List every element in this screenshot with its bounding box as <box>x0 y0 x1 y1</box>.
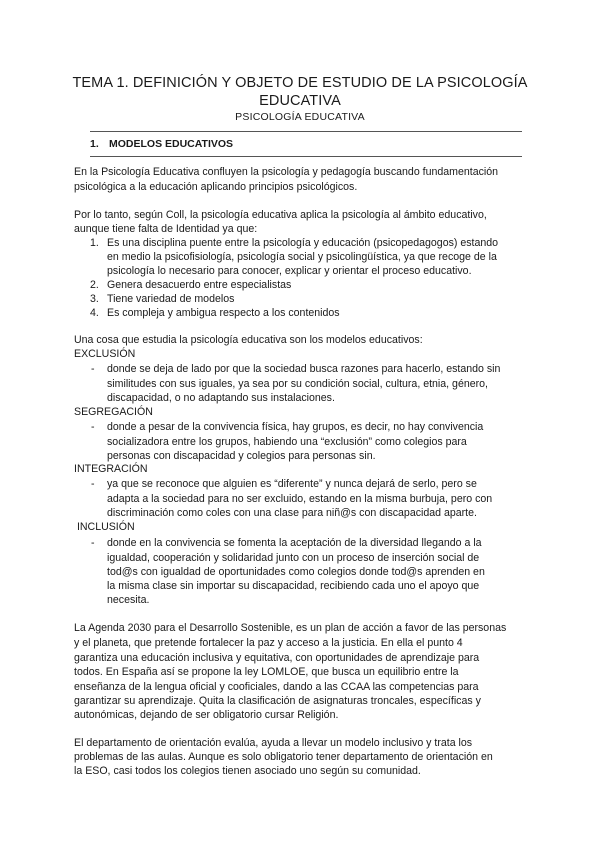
model-line: socializadora entre los grupos, habiendo una “exclusión” como colegios para <box>107 436 467 448</box>
agenda-line: y el planeta, que pretende fortalecer la paz y acceso a la justicia. En ella el punto 4 <box>74 637 463 649</box>
model-line: tod@s con igualdad de oportunidades como colegios donde tod@s aprenden en <box>107 566 485 578</box>
list-item-line: Es una disciplina puente entre la psicología y educación (psicopedagogos) estando <box>107 237 499 249</box>
model-line: igualdad, cooperación y solidaridad junto con un proceso de inserción social de <box>107 552 480 564</box>
agenda-line: enseñanza de la lengua oficial y cooficiales, dando a las CCAA las competencias para <box>74 681 479 693</box>
section-title: MODELOS EDUCATIVOS <box>109 138 234 150</box>
models-intro: Una cosa que estudia la psicología educativa son los modelos educativos: <box>74 334 423 346</box>
dash-bullet: - <box>91 537 95 549</box>
model-line: discriminación como coles con una clase para niñ@s con discapacidad aparte. <box>107 507 477 519</box>
coll-line: aunque tiene falta de Identidad ya que: <box>74 223 258 235</box>
model-line: similitudes con sus iguales, ya sea por su condición social, cultura, etnia, género, <box>107 378 488 390</box>
model-line: donde a pesar de la convivencia física, hay grupos, es decir, no hay convivencia <box>107 421 484 433</box>
list-item-line: en medio la psicofisiología, psicología social y psicolingüística, ya que recoge de la <box>107 251 497 263</box>
agenda-line: autonómicas, dejando de ser obligatorio cursar Religión. <box>74 709 339 721</box>
model-line: personas con discapacidad y colegios para personas sin. <box>107 450 376 462</box>
model-line: necesita. <box>107 594 150 606</box>
list-number: 3. <box>90 293 99 305</box>
orientacion-line: la ESO, casi todos los colegios tienen asociado uno según su comunidad. <box>74 765 421 777</box>
agenda-line: garantiza una educación inclusiva y equitativa, con oportunidades de aprendizaje para <box>74 652 480 664</box>
model-line: donde se deja de lado por que la sociedad busca razones para hacerlo, estando sin <box>107 363 501 375</box>
model-line: adapta a la sociedad para no ser excluido, estando en la misma burbuja, pero con <box>107 493 493 505</box>
model-line: donde en la convivencia se fomenta la aceptación de la diversidad llegando a la <box>107 537 482 549</box>
list-number: 2. <box>90 279 99 291</box>
dash-bullet: - <box>91 421 95 433</box>
section-rule-bottom <box>90 156 522 157</box>
document-subtitle: PSICOLOGÍA EDUCATIVA <box>235 111 365 123</box>
model-line: ya que se reconoce que alguien es “diferente” y nunca dejará de serlo, pero se <box>107 478 477 490</box>
dash-bullet: - <box>91 363 95 375</box>
coll-line: Por lo tanto, según Coll, la psicología educativa aplica la psicología al ámbito educativo, <box>74 209 487 221</box>
title-line-2: EDUCATIVA <box>259 93 341 109</box>
list-item-line: Es compleja y ambigua respecto a los contenidos <box>107 307 340 319</box>
agenda-line: garantizar su aprendizaje. Quita la clasificación de asignaturas troncales, específicas y <box>74 695 481 707</box>
intro-line: En la Psicología Educativa confluyen la psicología y pedagogía buscando fundamentación <box>74 166 499 178</box>
model-line: discapacidad, o no adaptando sus instalaciones. <box>107 392 335 404</box>
list-number: 4. <box>90 307 99 319</box>
list-item-line: psicología lo necesario para conocer, explicar y orientar el proceso educativo. <box>107 265 472 277</box>
list-item-line: Genera desacuerdo entre especialistas <box>107 279 292 291</box>
agenda-line: todos. En España así se propone la ley LOMLOE, que busca un equilibrio entre la <box>74 666 459 678</box>
document-title <box>60 74 540 110</box>
orientacion-line: problemas de las aulas. Aunque es solo obligatorio tener departamento de orientación en <box>74 751 493 763</box>
list-number: 1. <box>90 237 99 249</box>
model-line: la misma clase sin importar su discapacidad, recibiendo cada uno el apoyo que <box>107 580 480 592</box>
list-item-line: Tiene variedad de modelos <box>107 293 235 305</box>
model-heading: INCLUSIÓN <box>74 521 135 533</box>
section-number: 1. <box>90 138 99 150</box>
model-heading: EXCLUSIÓN <box>74 348 136 360</box>
title-line-1: TEMA 1. DEFINICIÓN Y OBJETO DE ESTUDIO DE LA PSICOLOGÍA <box>72 75 528 91</box>
agenda-line: La Agenda 2030 para el Desarrollo Sostenible, es un plan de acción a favor de las personas <box>74 622 507 634</box>
section-rule-top <box>90 131 522 132</box>
model-heading: SEGREGACIÓN <box>74 406 153 418</box>
model-heading: INTEGRACIÓN <box>74 463 148 475</box>
orientacion-line: El departamento de orientación evalúa, ayuda a llevar un modelo inclusivo y trata los <box>74 737 473 749</box>
dash-bullet: - <box>91 478 95 490</box>
intro-line: psicológica a la educación aplicando principios psicológicos. <box>74 181 358 193</box>
